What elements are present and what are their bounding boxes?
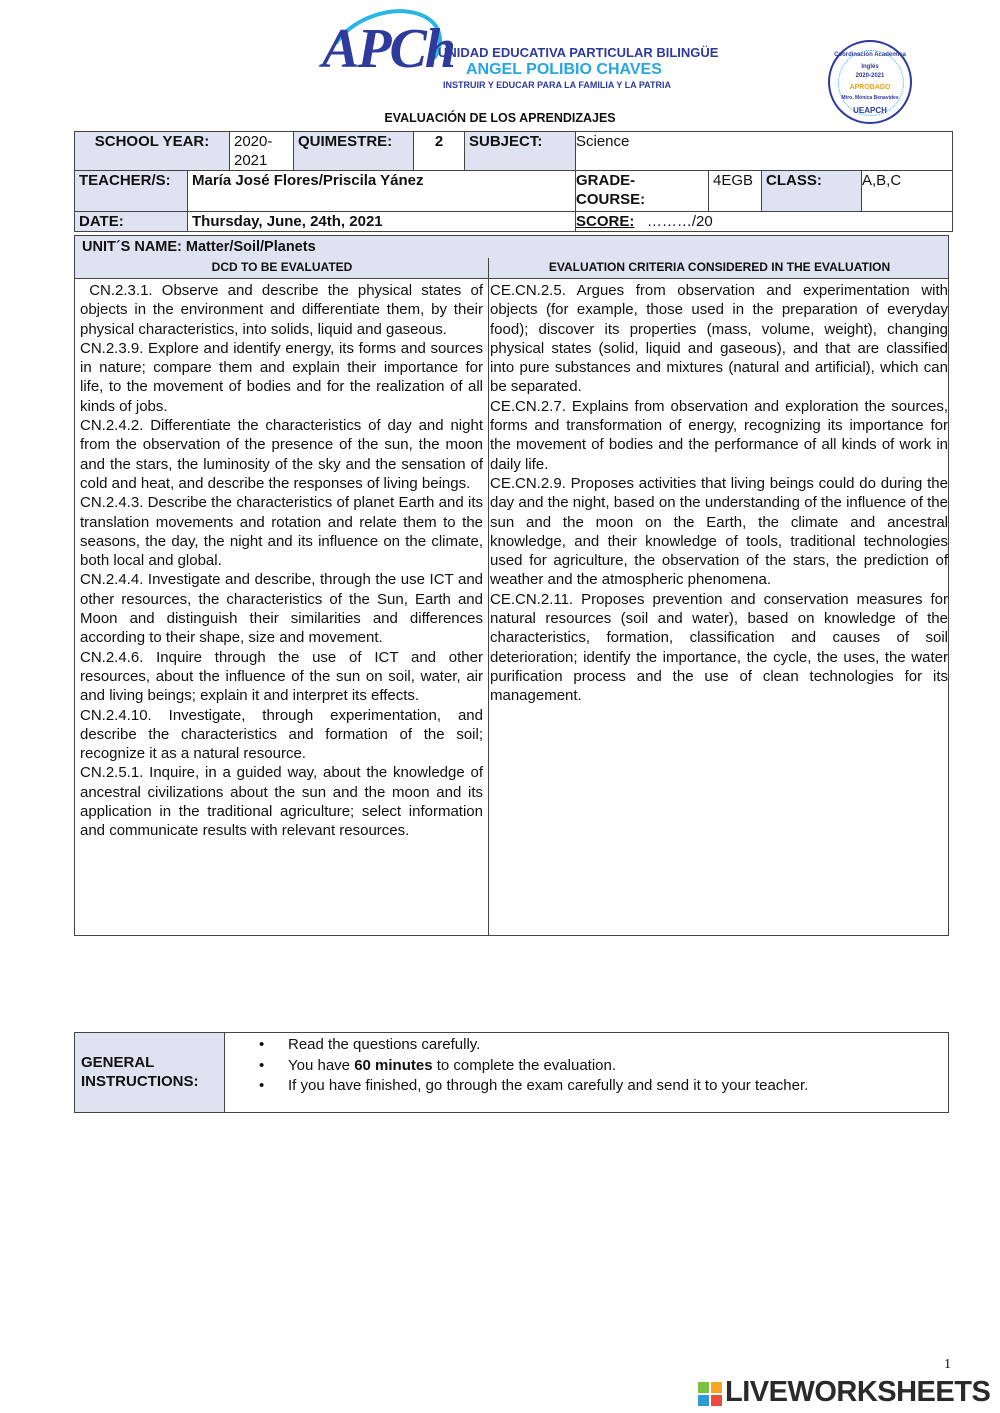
seal-line-3: 2020-2021 bbox=[855, 73, 885, 79]
instructions-label-line1: GENERAL bbox=[81, 1054, 155, 1071]
instruction-text: If you have finished, go through the exam carefully and send it to your teacher. bbox=[288, 1077, 809, 1094]
dcd-column-header: DCD TO BE EVALUATED bbox=[211, 260, 353, 274]
liveworksheets-wordmark: LIVEWORKSHEETS bbox=[725, 1376, 991, 1408]
grade-label: GRADE-COURSE: bbox=[576, 171, 709, 212]
school-year-label: SCHOOL YEAR: bbox=[75, 132, 230, 171]
date-label: DATE: bbox=[75, 212, 188, 232]
liveworksheets-logo-icon bbox=[698, 1382, 722, 1406]
teacher-label: TEACHER/S: bbox=[75, 171, 188, 212]
seal-line-1: Coordinación Académica bbox=[834, 52, 906, 58]
dcd-item: CN.2.4.4. Investigate and describe, through the use ICT and other resources, the characteristics of the Sun, Earth and Moon and distinguish their similarities and differences according to their shape, size and movement. bbox=[80, 571, 483, 647]
teacher-value: María José Flores/Priscila Yánez bbox=[188, 171, 576, 212]
unit-table bbox=[74, 235, 949, 936]
instruction-item bbox=[240, 1076, 808, 1097]
dcd-item: CN.2.4.2. Differentiate the characteristics of day and night from the observation of the presence of the sun, the moon and the stars, the luminosity of the sky and the sensation of cold and heat, and describe the responses of living beings. bbox=[80, 417, 483, 492]
subject-value: Science bbox=[576, 132, 953, 171]
unit-table-header bbox=[75, 236, 948, 279]
criteria-item: CE.CN.2.11. Proposes prevention and conservation measures for natural resources (soil and water), based on knowledge of the characteristics, formation, classification and causes of soil deterioration; identify the importance, the cycle, the uses, the water purification process and the use of clean technologies for its management. bbox=[490, 590, 948, 705]
dcd-item: CN.2.4.6. Inquire through the use of ICT and other resources, about the influence of the sun on soil, water, air and living beings; explain it and interpret its effects. bbox=[80, 648, 483, 705]
document-title: EVALUACIÓN DE LOS APRENDIZAJES bbox=[384, 111, 616, 125]
criteria-item: CE.CN.2.5. Argues from observation and experimentation with objects (for example, those used in the preparation of everyday food); discover its properties (mass, volume, weight), changing physical states (solid, liquid and gaseous), and that are classified into pure substances and mixtures (natural and artificial), which can be separated. bbox=[490, 282, 948, 396]
seal-line-4: APROBADO bbox=[849, 84, 891, 91]
class-value: A,B,C bbox=[862, 171, 953, 212]
unit-table-body bbox=[75, 279, 948, 935]
instruction-item bbox=[240, 1035, 808, 1056]
criteria-item: CE.CN.2.7. Explains from observation and exploration the sources, forms and transformation of energy, recognizing its importance for the movement of bodies and the performance of all kinds of work in daily life. bbox=[490, 397, 948, 473]
column-divider bbox=[488, 279, 489, 935]
unit-name: UNIT´S NAME: Matter/Soil/Planets bbox=[82, 239, 316, 255]
dcd-column bbox=[80, 281, 488, 841]
subject-label: SUBJECT: bbox=[465, 132, 576, 171]
instructions-list bbox=[240, 1035, 808, 1097]
criteria-item: CE.CN.2.9. Proposes activities that living beings could do during the day and the night, based on the understanding of the influence of the sun and the moon on the Earth, the climate and ancestral knowledge, and their knowledge of tools, traditional technologies used for agriculture, the observation of the stars, the prediction of weather and the atmospheric phenomena. bbox=[490, 474, 948, 589]
grade-value: 4EGB bbox=[709, 171, 762, 212]
instruction-text-pre: You have bbox=[288, 1056, 355, 1074]
quimestre-label: QUIMESTRE: bbox=[294, 132, 414, 171]
score-label: SCORE: bbox=[576, 213, 635, 230]
instruction-text: Read the questions carefully. bbox=[288, 1036, 481, 1053]
score-value: ………/20 bbox=[646, 213, 713, 230]
instructions-label-text bbox=[81, 1053, 199, 1091]
criteria-column bbox=[490, 281, 948, 706]
seal-line-6: UEAPCH bbox=[853, 106, 887, 115]
instruction-text-post: to complete the evaluation. bbox=[432, 1056, 617, 1074]
score-cell bbox=[576, 212, 953, 232]
school-name: UNIDAD EDUCATIVA PARTICULAR BILINGÜE bbox=[438, 45, 719, 60]
page-number: 1 bbox=[944, 1357, 951, 1372]
dcd-item: CN.2.3.1. Observe and describe the physical states of objects in the environment and differentiate them, by their physical characteristics, into solids, liquid and gaseous. bbox=[80, 282, 488, 338]
dcd-item: CN.2.4.3. Describe the characteristics of planet Earth and its translation movements and rotation and relate them to the seasons, the day, the night and its influence on the climate, both local and global. bbox=[80, 494, 483, 570]
school-logo: APCh bbox=[322, 18, 455, 80]
info-table bbox=[74, 131, 953, 232]
instructions-label-line2: INSTRUCTIONS: bbox=[81, 1073, 199, 1090]
dcd-item: CN.2.3.9. Explore and identify energy, its forms and sources in nature; compare them and explain their importance for life, to the movement of bodies and for the realization of all kinds of jobs. bbox=[80, 339, 483, 415]
dcd-item: CN.2.5.1. Inquire, in a guided way, about the knowledge of ancestral civilizations about the sun and the moon and its application in the traditional agriculture; select information and communicate results with relevant resources. bbox=[80, 764, 483, 840]
criteria-column-header: EVALUATION CRITERIA CONSIDERED IN THE EVALUATION bbox=[548, 260, 891, 274]
instructions-label bbox=[75, 1033, 225, 1112]
quimestre-value: 2 bbox=[414, 132, 465, 171]
school-motto: INSTRUIR Y EDUCAR PARA LA FAMILIA Y LA PATRIA bbox=[443, 80, 672, 90]
seal-line-2: Inglés bbox=[861, 64, 879, 70]
dcd-item: CN.2.4.10. Investigate, through experimentation, and describe the characteristics and formation of the soil; recognize it as a natural resource. bbox=[80, 706, 483, 763]
general-instructions bbox=[74, 1032, 949, 1113]
instruction-item bbox=[240, 1056, 808, 1077]
date-value: Thursday, June, 24th, 2021 bbox=[188, 212, 576, 232]
instruction-time: 60 minutes bbox=[354, 1056, 433, 1074]
school-subname: ANGEL POLIBIO CHAVES bbox=[466, 61, 662, 78]
school-year-value: 2020-2021 bbox=[230, 132, 294, 171]
seal-line-5: Mtro. Mónica Benavides bbox=[841, 95, 899, 101]
class-label: CLASS: bbox=[762, 171, 862, 212]
